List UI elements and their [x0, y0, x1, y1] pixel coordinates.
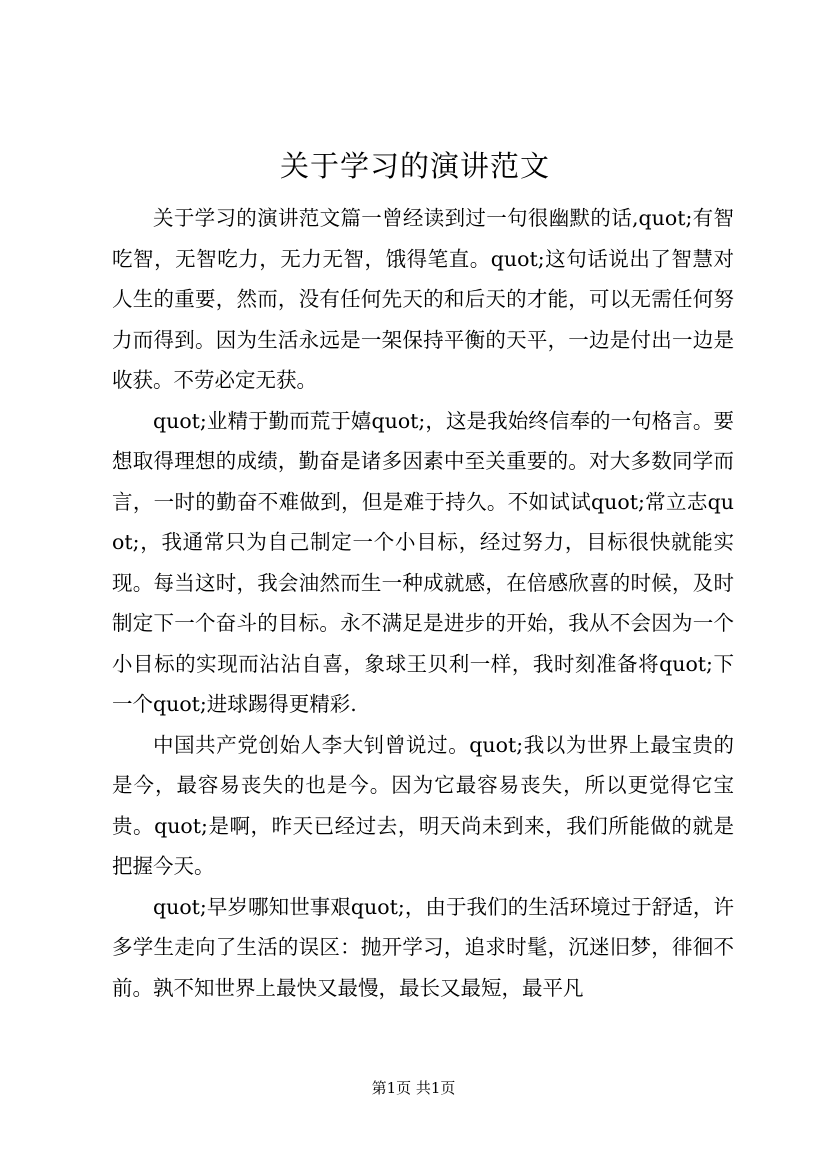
paragraph-1: 关于学习的演讲范文篇一曾经读到过一句很幽默的话,quot;有智吃智，无智吃力，无力无智，饿得笔直。quot;这句话说出了智慧对人生的重要，然而，没有任何先天的和后天的才能，可以无需任何努力而得到。因为生活永远是一架保持平衡的天平，一边是付出一边是收获。不劳必定无获。 — [112, 206, 734, 392]
document-body — [112, 198, 734, 1008]
page-number-footer: 第1页 共1页 — [371, 1079, 456, 1097]
document-title: 关于学习的演讲范文 — [279, 149, 550, 183]
paragraph-4: quot;早岁哪知世事艰quot;，由于我们的生活环境过于舒适，许多学生走向了生活的误区：抛开学习，追求时髦，沉迷旧梦，徘徊不前。孰不知世界上最快又最慢，最长又最短，最平凡 — [112, 894, 734, 1000]
paragraph-3: 中国共产党创始人李大钊曾说过。quot;我以为世界上最宝贵的是今，最容易丧失的也是今。因为它最容易丧失，所以更觉得它宝贵。quot;是啊，昨天已经过去，明天尚未到来，我们所能做的就是把握今天。 — [112, 732, 734, 878]
paragraph-2: quot;业精于勤而荒于嬉quot;，这是我始终信奉的一句格言。要想取得理想的成绩，勤奋是诸多因素中至关重要的。对大多数同学而言，一时的勤奋不难做到，但是难于持久。不如试试quot;常立志quot;，我通常只为自己制定一个小目标，经过努力，目标很快就能实现。每当这时，我会油然而生一种成就感，在倍感欣喜的时候，及时制定下一个奋斗的目标。永不满足是进步的开始，我从不会因为一个小目标的实现而沾沾自喜，象球王贝利一样，我时刻准备将quot;下一个quot;进球踢得更精彩. — [112, 408, 734, 716]
